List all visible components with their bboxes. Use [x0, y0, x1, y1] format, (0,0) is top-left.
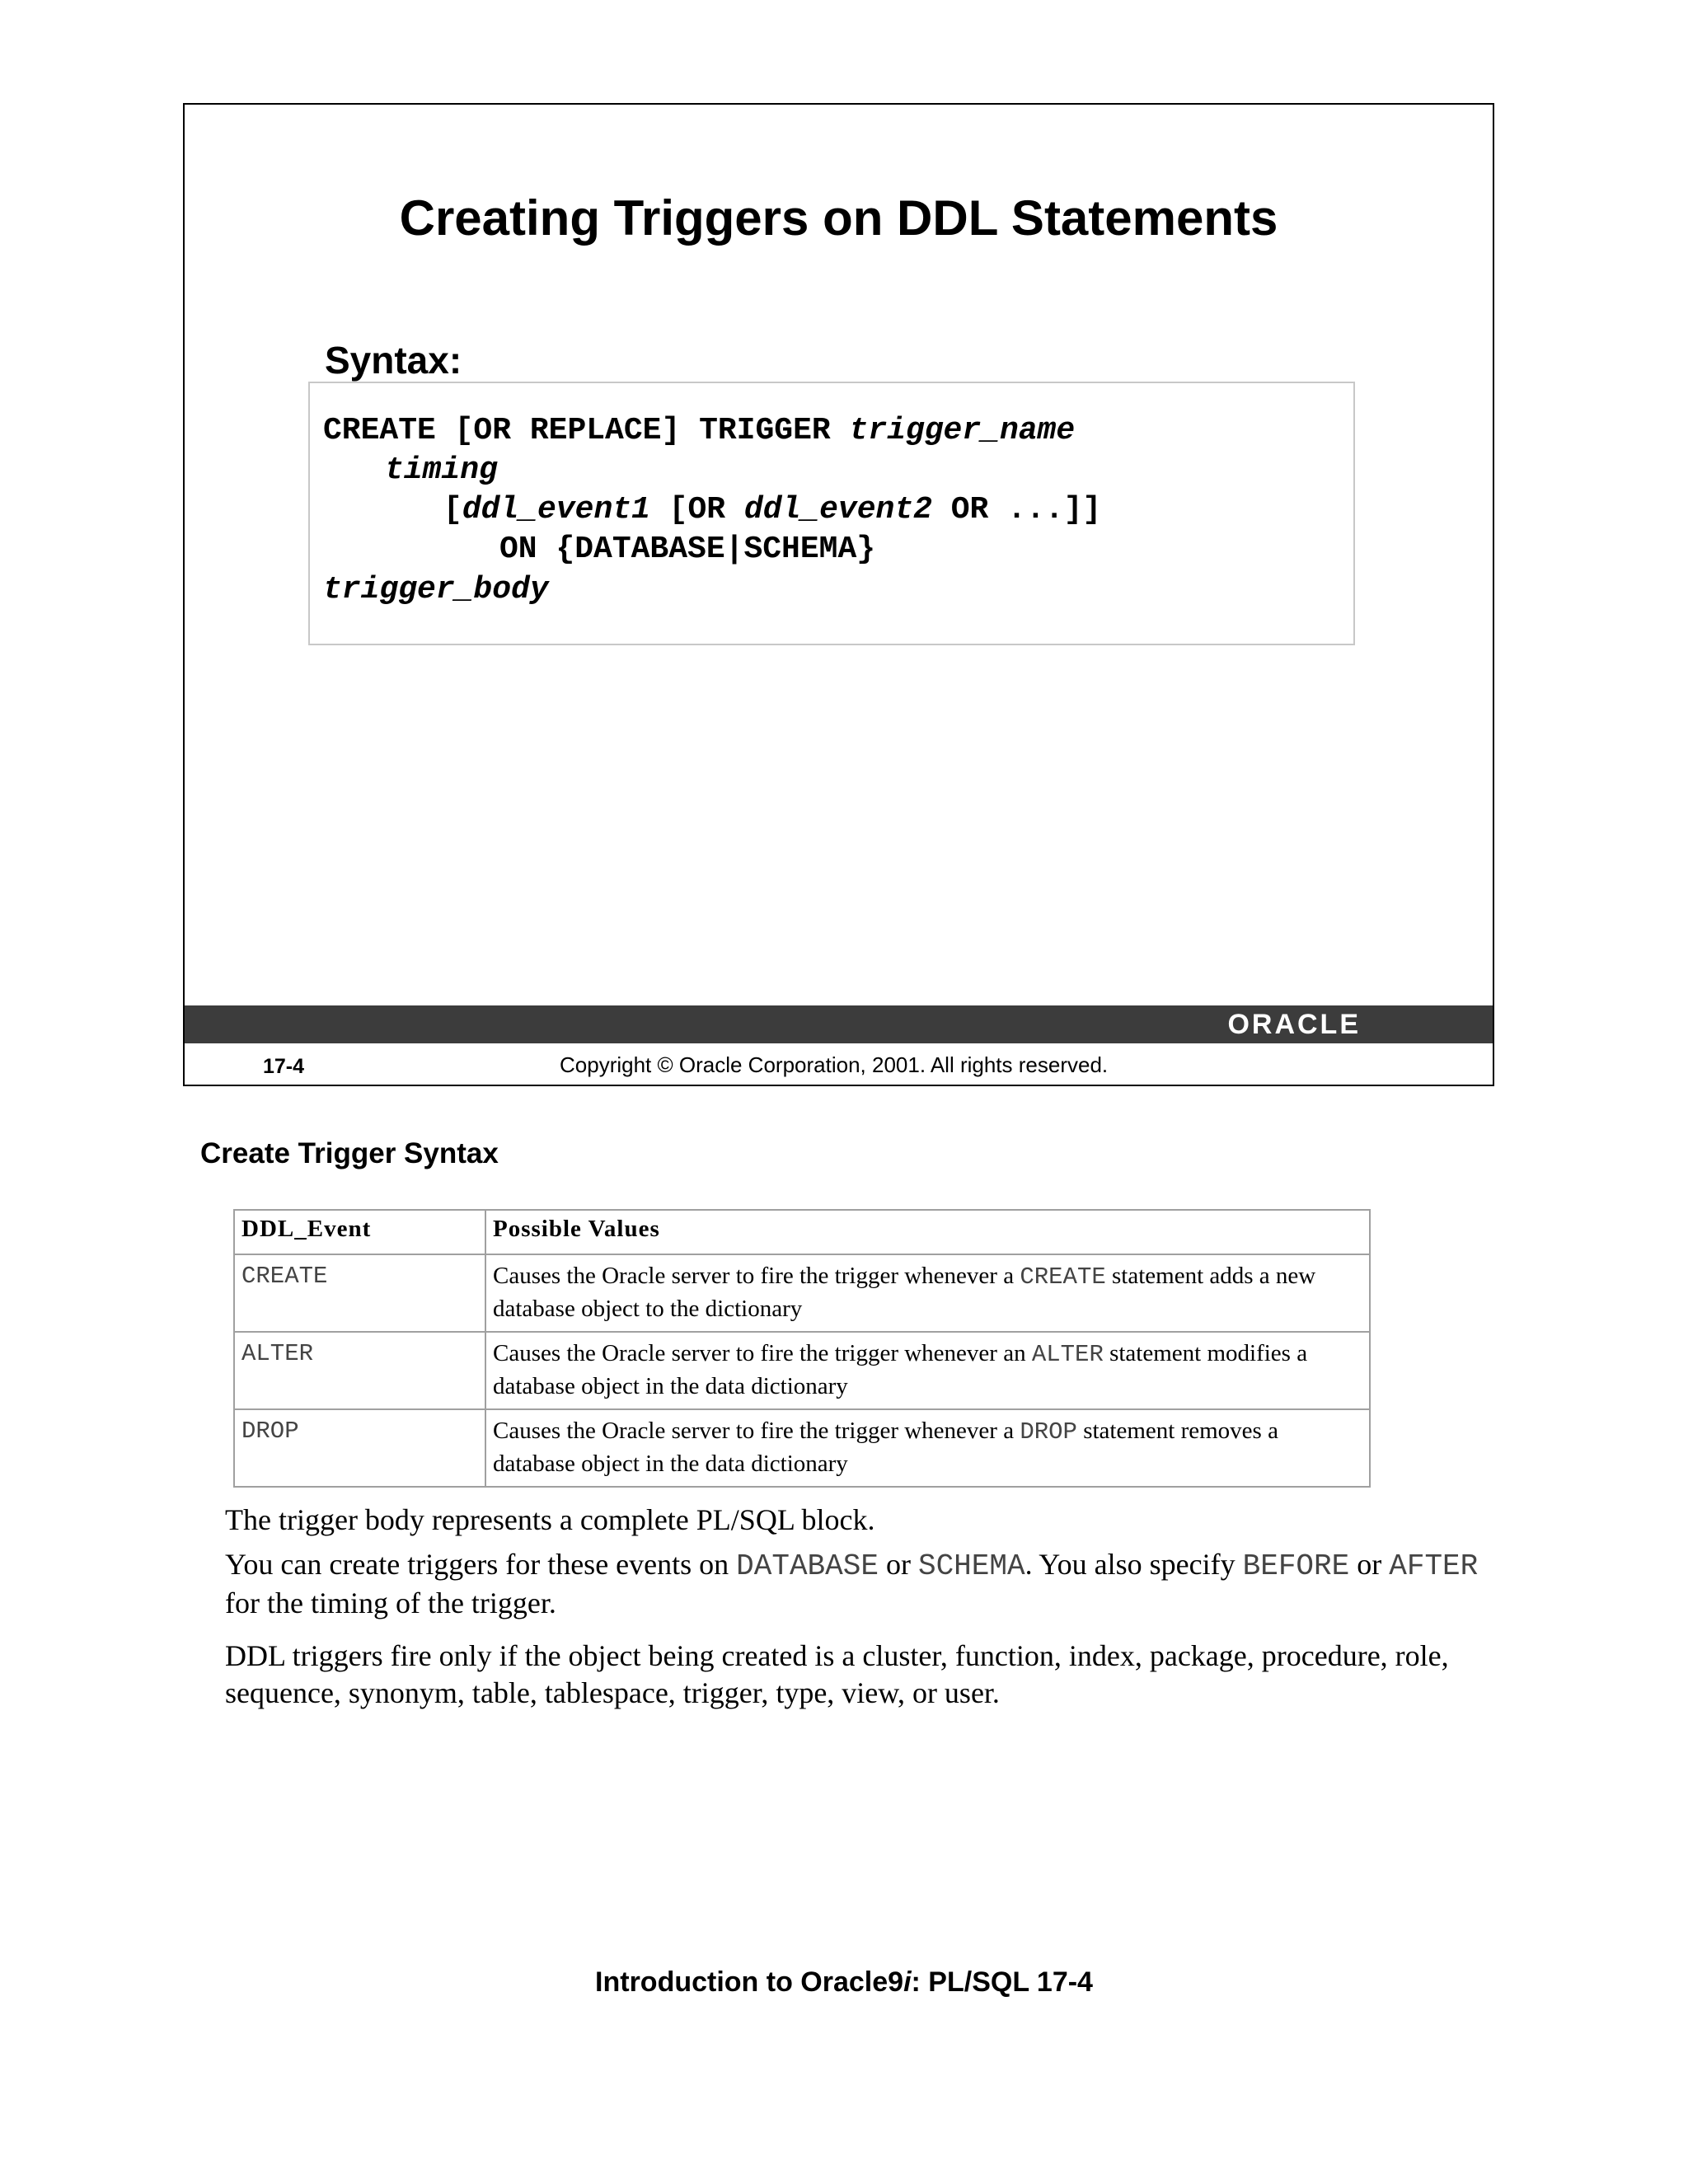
- table-row: [234, 1332, 1370, 1409]
- footer-italic: i: [903, 1966, 912, 1998]
- description-text: Causes the Oracle server to fire the trigger whenever a: [493, 1263, 1020, 1289]
- description-cell: [485, 1254, 1370, 1332]
- syntax-label: Syntax:: [325, 339, 462, 382]
- code-placeholder: ddl_event1: [462, 492, 650, 527]
- page-footer: [0, 1966, 1688, 1999]
- column-header: Possible Values: [485, 1210, 1370, 1254]
- event-cell: DROP: [234, 1409, 485, 1487]
- description-cell: [485, 1409, 1370, 1487]
- paragraph-code: DATABASE: [736, 1549, 879, 1583]
- description-code: DROP: [1020, 1418, 1077, 1446]
- ddl-event-table: [233, 1209, 1371, 1488]
- paragraph-code: BEFORE: [1242, 1549, 1350, 1583]
- event-cell: ALTER: [234, 1332, 485, 1409]
- description-text: Causes the Oracle server to fire the trigger whenever a: [493, 1418, 1020, 1444]
- paragraph-trigger-body: The trigger body represents a complete PL/SQL block.: [225, 1503, 875, 1536]
- table-header-row: [234, 1210, 1370, 1254]
- code-placeholder: timing: [385, 452, 498, 488]
- footer-text: : PL/SQL 17-4: [911, 1966, 1093, 1998]
- slide-frame: [183, 103, 1494, 1086]
- code-line-5: [323, 572, 549, 607]
- paragraph-events: [225, 1546, 1494, 1622]
- code-placeholder: ddl_event2: [743, 492, 932, 527]
- code-placeholder: trigger_name: [849, 413, 1076, 448]
- oracle-bar: [185, 1005, 1493, 1043]
- table-row: [234, 1254, 1370, 1332]
- table-row: [234, 1409, 1370, 1487]
- code-text: [OR: [649, 492, 744, 527]
- paragraph-text: You can create triggers for these events on: [225, 1548, 737, 1581]
- description-text: statement removes a database object in the data dictionary: [493, 1418, 1278, 1477]
- event-cell: CREATE: [234, 1254, 485, 1332]
- footer-text: Introduction to Oracle9: [595, 1966, 904, 1998]
- code-keyword: CREATE [OR REPLACE] TRIGGER: [323, 413, 850, 448]
- code-line-2: [385, 452, 498, 488]
- code-line-3: [443, 492, 1101, 527]
- section-heading: Create Trigger Syntax: [200, 1137, 499, 1169]
- code-line-4: ON {DATABASE|SCHEMA}: [499, 532, 876, 567]
- slide-title: Creating Triggers on DDL Statements: [399, 190, 1278, 246]
- code-text: [: [443, 492, 462, 527]
- copyright-text: Copyright © Oracle Corporation, 2001. All rights reserved.: [560, 1052, 1109, 1077]
- description-text: statement modifies a database object in the data dictionary: [493, 1340, 1308, 1399]
- paragraph-text: or: [878, 1548, 918, 1581]
- paragraph-text: for the timing of the trigger.: [225, 1586, 556, 1619]
- paragraph-ddl-objects: DDL triggers fire only if the object being created is a cluster, function, index, package, procedure, role, sequence, synonym, table, tablespace, trigger, type, view, or user.: [225, 1639, 1449, 1709]
- column-header: DDL_Event: [234, 1210, 485, 1254]
- paragraph-text: . You also specify: [1025, 1548, 1243, 1581]
- description-code: ALTER: [1031, 1341, 1104, 1368]
- slide-number: 17-4: [263, 1055, 305, 1078]
- syntax-code-box: [308, 382, 1355, 645]
- description-text: statement adds a new database object to the dictionary: [493, 1263, 1316, 1322]
- oracle-logo: ORACLE: [1227, 1009, 1361, 1040]
- code-text: OR ...]]: [931, 492, 1102, 527]
- description-cell: [485, 1332, 1370, 1409]
- code-placeholder: trigger_body: [323, 572, 549, 607]
- paragraph-code: AFTER: [1389, 1549, 1479, 1583]
- description-text: Causes the Oracle server to fire the trigger whenever an: [493, 1340, 1032, 1366]
- paragraph-code: SCHEMA: [917, 1549, 1025, 1583]
- description-code: CREATE: [1020, 1263, 1106, 1291]
- code-line-1: [323, 413, 1075, 448]
- paragraph-text: or: [1349, 1548, 1390, 1581]
